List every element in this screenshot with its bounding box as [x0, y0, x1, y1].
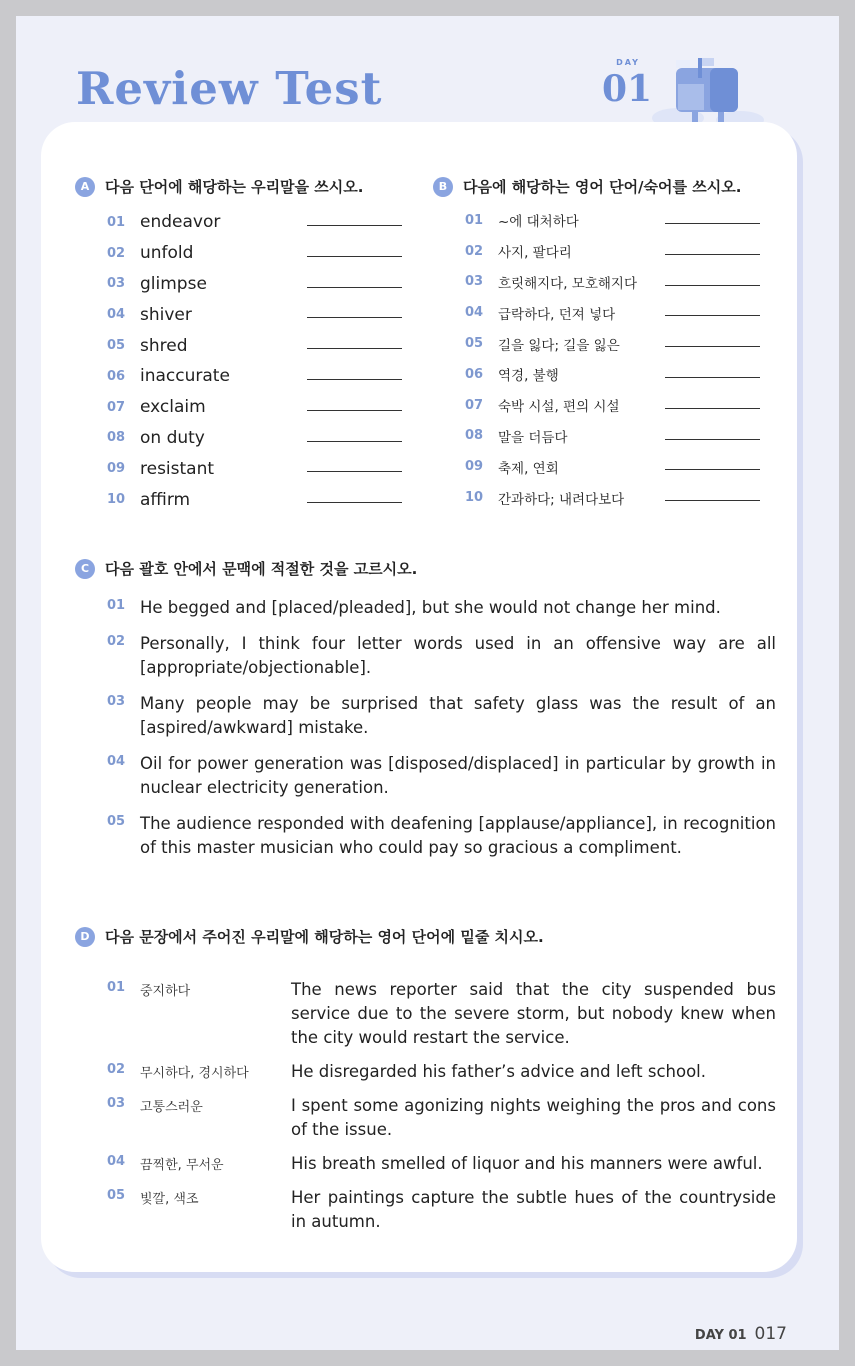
answer-blank[interactable] [307, 317, 402, 318]
page-number: 017 [754, 1324, 787, 1344]
list-item [465, 328, 765, 359]
page [16, 16, 839, 1350]
list-item [465, 421, 765, 452]
question-text: Oil for power generation was [disposed/displaced] in particular by growth in nuclear electricity generation. [140, 754, 776, 797]
day-number: 01 [602, 68, 653, 110]
answer-blank[interactable] [307, 441, 402, 442]
item-number: 04 [107, 307, 126, 323]
list-item [465, 390, 765, 421]
section-d-instruction: 다음 문장에서 주어진 우리말에 해당하는 영어 단어에 밑줄 치시오. [105, 928, 544, 946]
korean-meaning: 흐릿해지다, 모호해지다 [498, 275, 637, 292]
korean-meaning: 말을 더듬다 [498, 429, 568, 446]
section-b-header [433, 176, 741, 197]
sentence-text: The news reporter said that the city suspended bus service due to the severe storm, but nobody knew when the city would restart the service. [291, 980, 776, 1047]
korean-hint: 무시하다, 경시하다 [140, 1066, 249, 1081]
item-number: 10 [107, 492, 126, 508]
vocab-word: affirm [140, 489, 191, 510]
list-item [465, 236, 765, 267]
answer-blank[interactable] [307, 471, 402, 472]
item-number: 06 [465, 366, 484, 382]
item-number: 10 [465, 490, 484, 506]
list-item [465, 297, 765, 328]
list-item [107, 330, 407, 361]
vocab-word: shiver [140, 304, 192, 325]
item-number: 05 [107, 1188, 126, 1203]
section-a-list [107, 207, 407, 515]
item-number: 03 [107, 1096, 126, 1111]
item-number: 05 [107, 814, 126, 829]
question-item [107, 1186, 776, 1234]
answer-blank[interactable] [307, 225, 402, 226]
question-text: The audience responded with deafening [applause/appliance], in recognition of this master musician who could pay so gracious a compliment. [140, 814, 776, 857]
item-number: 02 [107, 1062, 126, 1077]
vocab-word: glimpse [140, 273, 207, 294]
section-a-badge: A [75, 177, 95, 197]
page-footer [695, 1324, 787, 1344]
item-number: 06 [107, 368, 126, 384]
list-item [107, 269, 407, 300]
section-c-header [75, 558, 417, 579]
answer-blank[interactable] [307, 502, 402, 503]
mailbox-icon [648, 54, 768, 130]
question-text: Personally, I think four letter words used in an offensive way are all [appropriate/objectionable]. [140, 634, 776, 677]
answer-blank[interactable] [307, 256, 402, 257]
korean-hint: 고통스러운 [140, 1100, 203, 1115]
question-item [107, 692, 776, 740]
answer-blank[interactable] [307, 410, 402, 411]
section-a-instruction: 다음 단어에 해당하는 우리말을 쓰시오. [105, 178, 364, 196]
item-number: 01 [465, 212, 484, 228]
korean-meaning: 역경, 불행 [498, 368, 559, 385]
question-item [107, 812, 776, 860]
footer-day: DAY 01 [694, 1328, 747, 1343]
item-number: 03 [107, 276, 126, 292]
item-number: 01 [107, 214, 126, 230]
item-number: 08 [107, 430, 126, 446]
item-number: 02 [107, 245, 126, 261]
answer-blank[interactable] [665, 315, 760, 316]
item-number: 09 [465, 459, 484, 475]
day-label: DAY [616, 58, 640, 67]
answer-blank[interactable] [665, 439, 760, 440]
list-item [107, 361, 407, 392]
item-number: 04 [107, 754, 126, 769]
korean-meaning: 축제, 연회 [498, 460, 559, 477]
vocab-word: unfold [140, 243, 194, 264]
vocab-word: inaccurate [140, 366, 230, 387]
question-item [107, 1060, 776, 1084]
list-item [107, 423, 407, 454]
item-number: 05 [107, 338, 126, 354]
item-number: 04 [465, 305, 484, 321]
korean-meaning: 숙박 시설, 편의 시설 [498, 399, 620, 416]
item-number: 02 [107, 634, 126, 649]
vocab-word: endeavor [140, 212, 221, 233]
korean-hint: 중지하다 [140, 984, 191, 999]
vocab-word: resistant [140, 458, 215, 479]
section-c-instruction: 다음 괄호 안에서 문맥에 적절한 것을 고르시오. [105, 560, 418, 578]
section-b-list [465, 205, 765, 513]
section-b-instruction: 다음에 해당하는 영어 단어/숙어를 쓰시오. [463, 178, 742, 196]
list-item [107, 484, 407, 515]
list-item [107, 453, 407, 484]
item-number: 08 [465, 428, 484, 444]
list-item [465, 359, 765, 390]
answer-blank[interactable] [665, 500, 760, 501]
item-number: 03 [107, 694, 126, 709]
korean-meaning: 간과하다; 내려다보다 [498, 491, 625, 508]
list-item [107, 392, 407, 423]
korean-meaning: ~에 대처하다 [498, 214, 579, 231]
question-item [107, 978, 776, 1050]
item-number: 05 [465, 336, 484, 352]
sentence-text: He disregarded his father’s advice and left school. [291, 1062, 707, 1081]
item-number: 02 [465, 243, 484, 259]
list-item [107, 238, 407, 269]
korean-meaning: 길을 잃다; 길을 잃은 [498, 337, 620, 354]
page-title: Review Test [76, 62, 383, 115]
list-item [107, 207, 407, 238]
answer-blank[interactable] [665, 377, 760, 378]
vocab-word: exclaim [140, 397, 206, 418]
answer-blank[interactable] [307, 379, 402, 380]
korean-meaning: 사지, 팔다리 [498, 245, 572, 262]
answer-blank[interactable] [665, 408, 760, 409]
item-number: 07 [465, 397, 484, 413]
vocab-word: shred [140, 335, 188, 356]
section-d-list [107, 978, 776, 1244]
question-item [107, 1094, 776, 1142]
answer-blank[interactable] [665, 346, 760, 347]
vocab-word: on duty [140, 427, 205, 448]
section-c-list [107, 596, 776, 872]
item-number: 03 [465, 274, 484, 290]
answer-blank[interactable] [665, 469, 760, 470]
item-number: 07 [107, 399, 126, 415]
list-item [465, 267, 765, 298]
question-item [107, 596, 776, 620]
list-item [465, 482, 765, 513]
section-b-badge: B [433, 177, 453, 197]
sentence-text: I spent some agonizing nights weighing the pros and cons of the issue. [291, 1096, 776, 1139]
section-d-badge: D [75, 927, 95, 947]
item-number: 01 [107, 980, 126, 995]
question-text: Many people may be surprised that safety glass was the result of an [aspired/awkward] mistake. [140, 694, 776, 737]
answer-blank[interactable] [665, 285, 760, 286]
section-a-header [75, 176, 363, 197]
question-text: He begged and [placed/pleaded], but she would not change her mind. [140, 598, 721, 617]
sentence-text: His breath smelled of liquor and his manners were awful. [291, 1154, 763, 1173]
sentence-text: Her paintings capture the subtle hues of the countryside in autumn. [291, 1188, 776, 1231]
korean-meaning: 급락하다, 던져 넣다 [498, 306, 616, 323]
question-item [107, 1152, 776, 1176]
question-item [107, 632, 776, 680]
item-number: 04 [107, 1154, 126, 1169]
item-number: 09 [107, 461, 126, 477]
korean-hint: 빛깔, 색조 [140, 1192, 199, 1207]
section-c-badge: C [75, 559, 95, 579]
list-item [465, 205, 765, 236]
answer-blank[interactable] [307, 287, 402, 288]
item-number: 01 [107, 598, 126, 613]
answer-blank[interactable] [307, 348, 402, 349]
answer-blank[interactable] [665, 223, 760, 224]
list-item [465, 451, 765, 482]
list-item [107, 299, 407, 330]
section-d-header [75, 926, 544, 947]
question-item [107, 752, 776, 800]
answer-blank[interactable] [665, 254, 760, 255]
korean-hint: 끔찍한, 무서운 [140, 1158, 224, 1173]
